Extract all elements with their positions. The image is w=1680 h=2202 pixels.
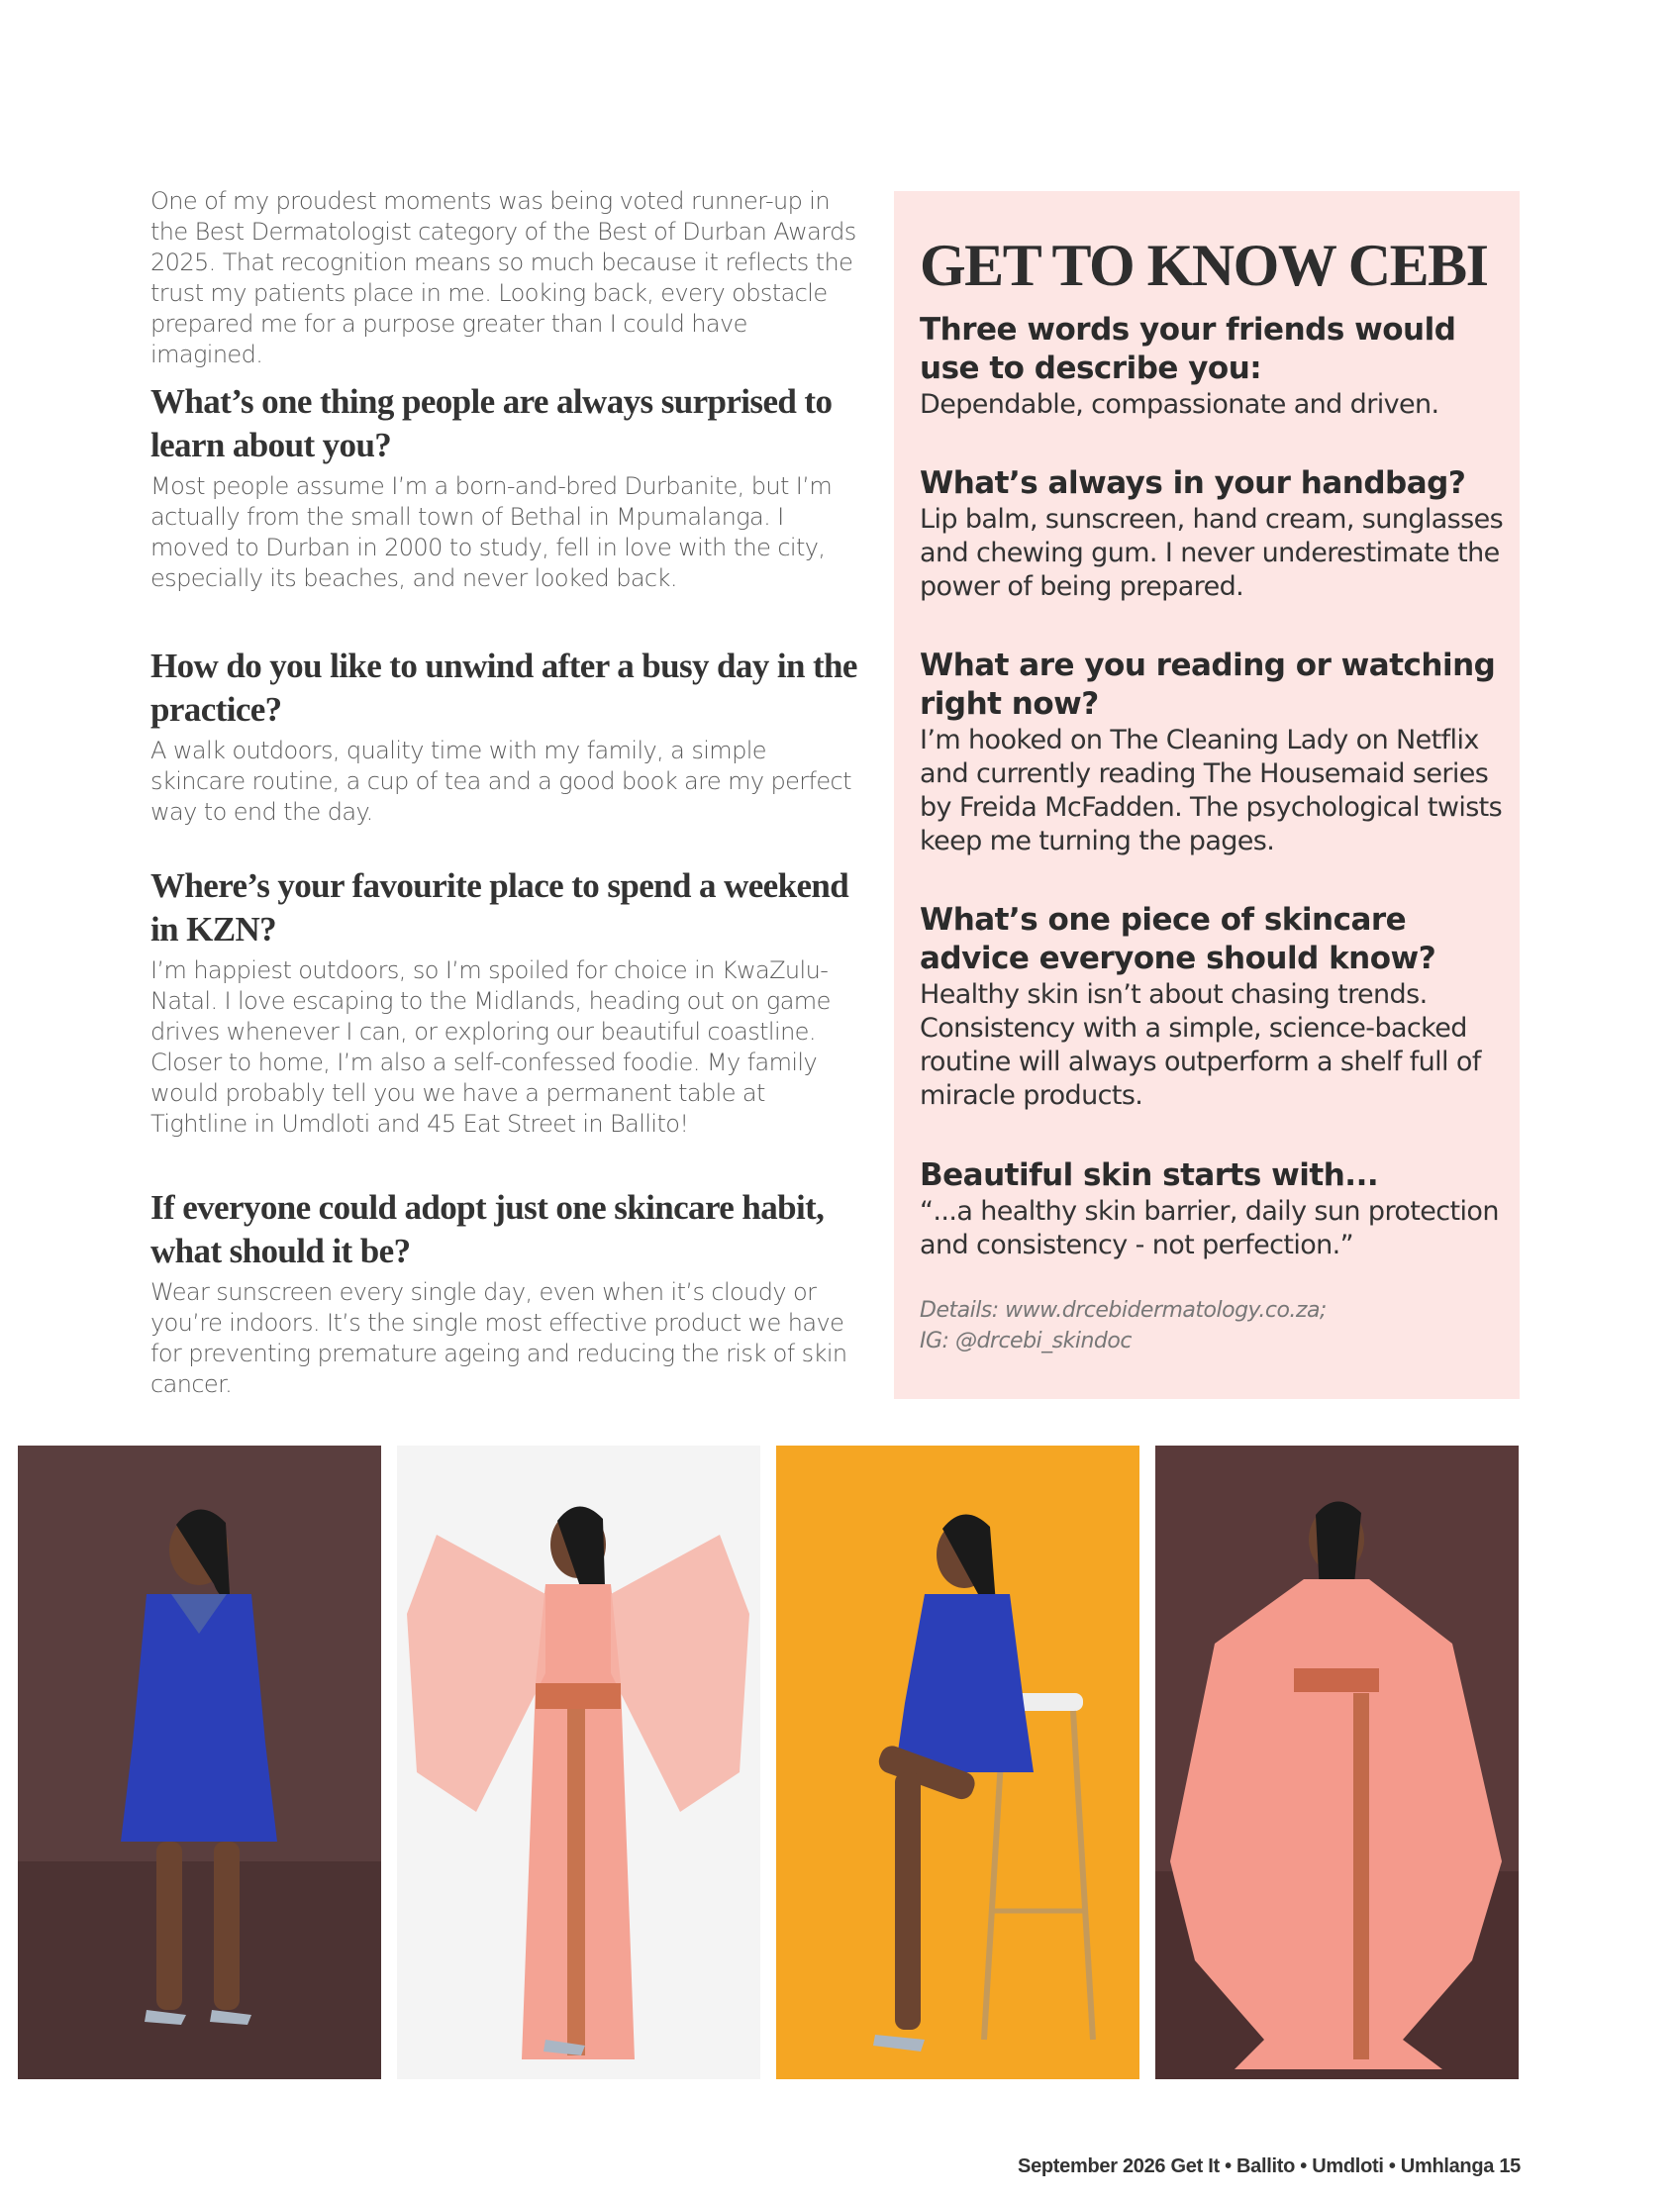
contact-details [920,1295,1504,1356]
intro-paragraph: One of my proudest moments was being voted runner-up in the Best Dermatologist category of the Best of Durban Awards 2025. That recognition means so much because it reflects the trust my patients place in me. Looking back, every obstacle prepared me for a purpose greater than I could have imagined. [150,187,856,368]
main-column [150,186,863,1398]
sidebar-question: What’s always in your handbag? [920,465,1466,501]
page-footer: September 2026 Get It • Ballito • Umdloti • Umhlanga 15 [1018,2155,1521,2177]
sidebar-question: Beautiful skin starts with... [920,1157,1379,1193]
sidebar-answer: Lip balm, sunscreen, hand cream, sunglasses and chewing gum. I never underestimate the power of being prepared. [920,504,1504,602]
sidebar-item-beautiful-skin [920,1156,1504,1262]
question-heading: If everyone could adopt just one skincare habit, what should it be? [150,1188,825,1270]
question-heading: What’s one thing people are always surprised to learn about you? [150,382,833,464]
answer-text: I’m happiest outdoors, so I’m spoiled for choice in KwaZulu-Natal. I love escaping to the Midlands, heading out on game drives whenever I can, or exploring our beautiful coastline. Closer to home, I’m also a self-confessed foodie. My family would probably tell you we have a permanent table at Tightline in Umdloti and 45 Eat Street in Ballito! [150,956,831,1138]
sidebar-item-reading [920,647,1504,858]
sidebar-answer: “...a healthy skin barrier, daily sun protection and consistency - not perfection.” [920,1196,1499,1260]
question-heading: Where’s your favourite place to spend a weekend in KZN? [150,866,849,949]
sidebar-answer: Dependable, compassionate and driven. [920,389,1439,420]
sidebar-item-three-words [920,311,1504,422]
photo-pink-gown-cape [1155,1446,1519,2079]
sidebar-question: Three words your friends would use to describe you: [920,312,1456,386]
photo-blue-dress-standing [18,1446,381,2079]
photo-pink-gown-arms-raised [397,1446,760,2079]
sidebar-question: What are you reading or watching right now? [920,648,1496,722]
answer-text: Wear sunscreen every single day, even when it’s cloudy or you’re indoors. It’s the single most effective product we have for preventing premature ageing and reducing the risk of skin cancer. [150,1278,847,1398]
qa-block-skincare-habit [150,1186,863,1400]
answer-text: A walk outdoors, quality time with my family, a simple skincare routine, a cup of tea and a good book are my perfect way to end the day. [150,737,851,826]
sidebar-item-handbag [920,464,1504,604]
details-instagram: IG: @drcebi_skindoc [920,1329,1132,1353]
answer-text: Most people assume I’m a born-and-bred Durbanite, but I’m actually from the small town of Bethal in Mpumalanga. I moved to Durban in 2000 to study, fell in love with the city, especially its beaches, and never looked back. [150,472,833,592]
question-heading: How do you like to unwind after a busy day in the practice? [150,647,857,729]
sidebar-answer: I’m hooked on The Cleaning Lady on Netflix and currently reading The Housemaid series by Freida McFadden. The psychological twists keep me turning the pages. [920,725,1503,856]
qa-block-unwind [150,645,863,828]
sidebar-answer: Healthy skin isn’t about chasing trends. Consistency with a simple, science-backed routine will always outperform a shelf full of miracle products. [920,979,1481,1111]
qa-block-surprised [150,380,863,594]
sidebar-item-skincare-advice [920,901,1504,1113]
photo-blue-dress-seated [776,1446,1139,2079]
sidebar-title: GET TO KNOW CEBI [920,233,1488,298]
get-to-know-sidebar [894,191,1520,1399]
details-website: Details: www.drcebidermatology.co.za; [920,1298,1327,1323]
qa-block-favourite-place [150,864,863,1140]
sidebar-question: What’s one piece of skincare advice everyone should know? [920,902,1436,976]
